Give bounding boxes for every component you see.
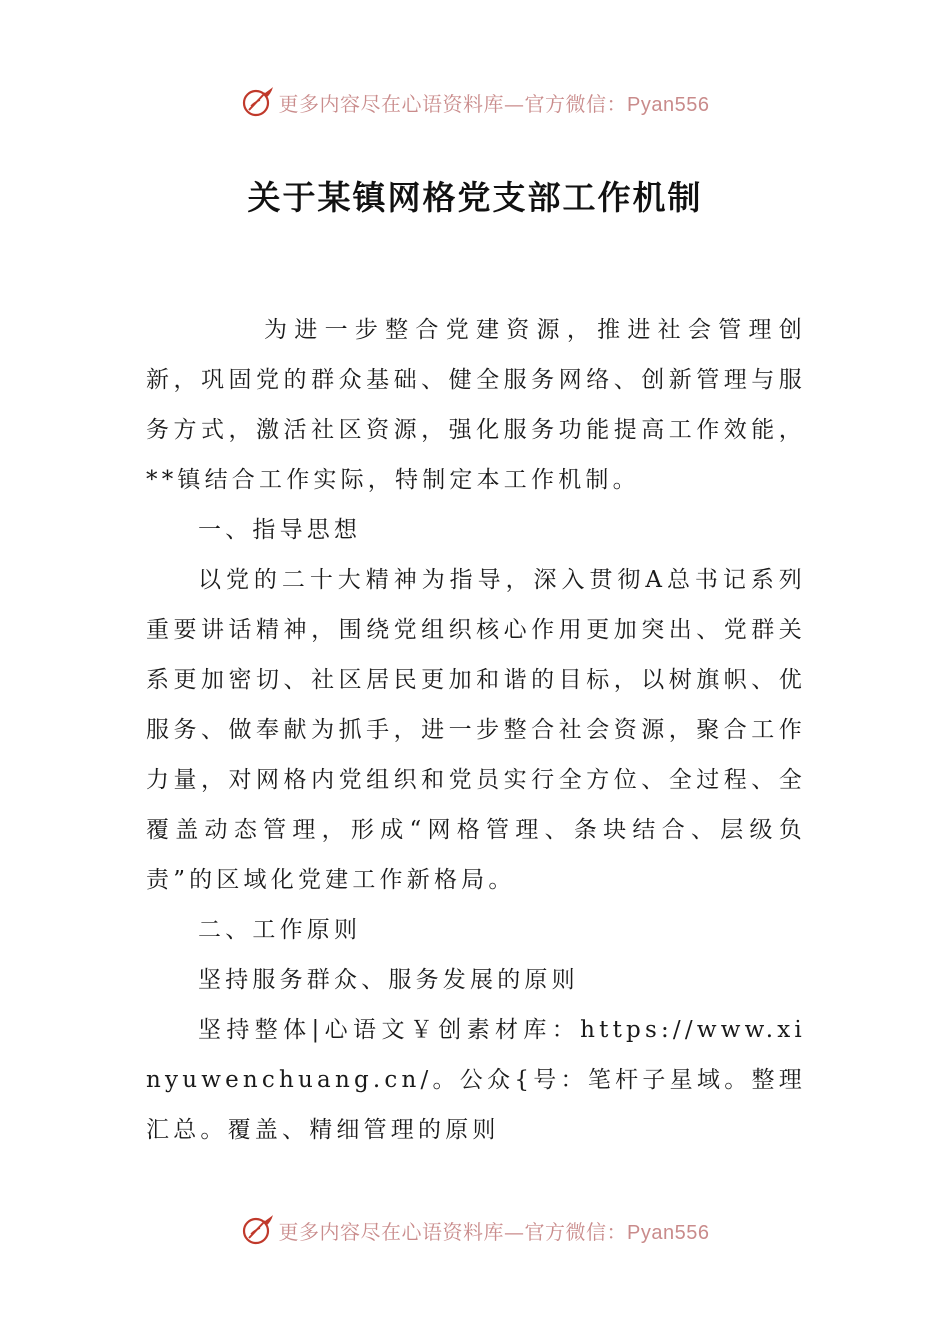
section-heading-guiding-ideology: 一、指导思想 [198, 517, 362, 543]
paragraph-intro: 为进一步整合党建资源，推进社会管理创新，巩固党的群众基础、健全服务网络、创新管理与服务方式，激活社区资源，强化服务功能提高工作效能，**镇结合工作实际，特制定本工作机制。 [146, 317, 806, 493]
document-body [146, 305, 806, 1155]
paragraph-principle-service: 坚持服务群众、服务发展的原则 [198, 967, 579, 993]
quill-logo-icon [241, 1213, 275, 1247]
banner-text: 更多内容尽在心语资料库—官方微信：Pyan556 [278, 91, 710, 116]
paragraph-principle-coverage: 坚持整体|心语文￥创素材库：https://www.xinyuwenchuang.cn/。公众{号：笔杆子星域。整理汇总。覆盖、精细管理的原则 [146, 1017, 806, 1143]
paragraph-guiding-ideology: 以党的二十大精神为指导，深入贯彻A总书记系列重要讲话精神，围绕党组织核心作用更加突出、党群关系更加密切、社区居民更加和谐的目标，以树旗帜、优服务、做奉献为抓手，进一步整合社会资源，聚合工作力量，对网格内党组织和党员实行全方位、全过程、全覆盖动态管理，形成“网格管理、条块结合、层级负责”的区域化党建工作新格局。 [146, 567, 806, 893]
banner-text: 更多内容尽在心语资料库—官方微信：Pyan556 [278, 1219, 710, 1244]
document-title: 关于某镇网格党支部工作机制 [247, 178, 703, 217]
wechat-id: Pyan556 [627, 1221, 710, 1244]
quill-logo-icon [241, 85, 275, 119]
footer-watermark-banner [0, 1210, 950, 1250]
wechat-id: Pyan556 [627, 93, 710, 116]
header-watermark-banner [0, 82, 950, 122]
section-heading-work-principles: 二、工作原则 [198, 917, 362, 943]
